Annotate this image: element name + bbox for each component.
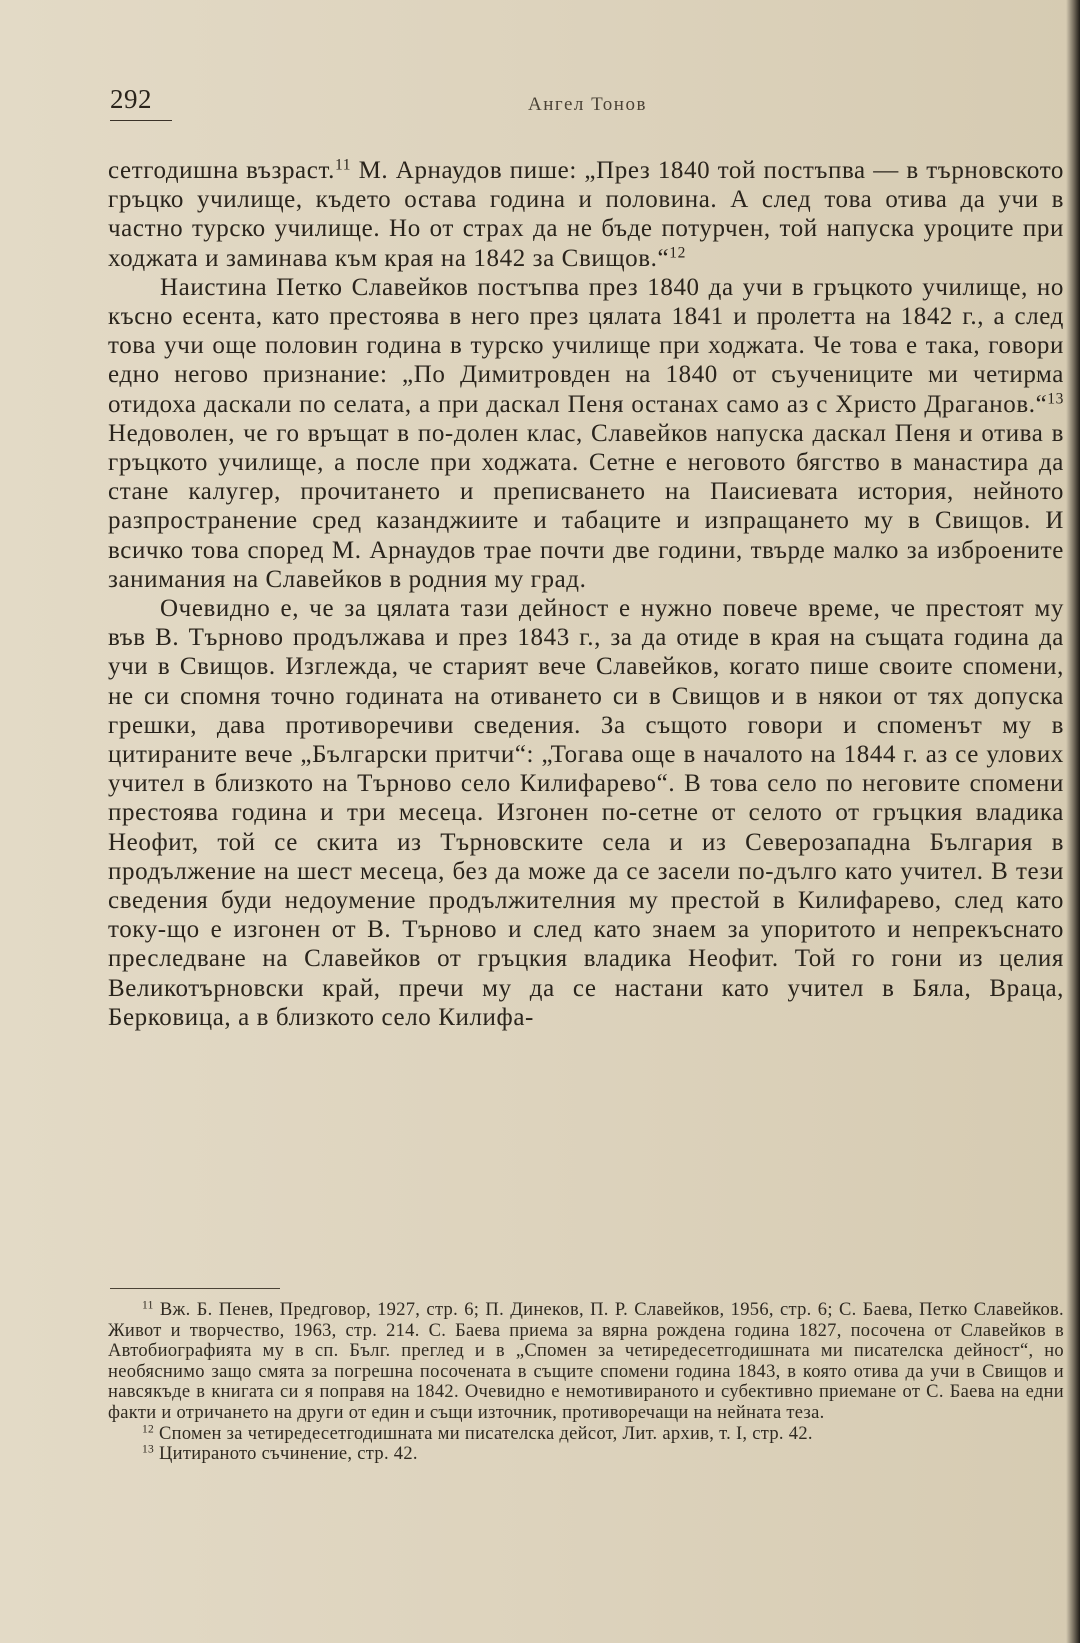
page-number-underline <box>110 120 172 121</box>
paragraph-3 <box>108 594 1064 1032</box>
paragraph-1-text-cont: М. Арнаудов пише: „През 1840 той постъпва — в търновското гръцко училище, където остава година и половина. А след това отива да учи в частно турско училище. Но от страх да не бъде потурчен, той напуска уроците при ходжата и заминава към края на 1842 за Свищов.“ <box>108 157 1064 272</box>
page-edge-shadow <box>1066 0 1080 1643</box>
footnote-separator <box>110 1288 280 1289</box>
page-header <box>110 84 1065 124</box>
footnote-11-number: 11 <box>142 1299 154 1312</box>
footnote-11-text: Вж. Б. Пенев, Предговор, 1927, стр. 6; П. Динеков, П. Р. Славейков, 1956, стр. 6; С. Баева, Петко Славейков. Живот и творчество, 1963, стр. 214. С. Баева приема за вярна рождена година 1827, посочена от Славейков в Автобиографията му в сп. Бълг. преглед и в „Спомен за четиредесетгодишната ми писателска дейност“, но необяснимо защо смята за погрешна посочената в същите спомени година 1843, в която отива да учи в Свищов и навсякъде в книгата си я поправя на 1842. Очевидно е немотивираното и субективно приемане от С. Баева на едни факти и отричането на други от един и същи източник, противоречащи на нейната теза. <box>108 1300 1064 1423</box>
paragraph-3-text: Очевидно е, че за цялата тази дейност е нужно повече време, че престоят му във В. Търново продължава и през 1843 г., за да отиде в края на същата година да учи в Свищов. Изглежда, че старият вече Славейков, когато пише своите спомени, не си спомня точно годината на отиването си в Свищов и в някои от тях допуска грешки, дава противоречиви сведения. За същото говори и споменът му в цитираните вече „Български притчи“: „Тогава още в началото на 1844 г. аз се улових учител в близкото на Търново село Килифарево“. В това село по неговите спомени престоява година и три месеца. Изгонен по-сетне от селото от гръцкия владика Неофит, той се скита из Търновските села и из Северозападна България в продължение на шест месеца, без да може да се засели по-дълго като учител. В тези сведения буди недоумение продължителния му престой в Килифарево, след като току-що е изгонен от В. Търново и след като знаем за упоритото и непрекъснато преследване на Славейков от гръцкия владика Неофит. Той го гони из целия Великотърновски край, пречи му да се настани като учител в Бяла, Враца, Берковица, а в близкото село Килифа- <box>108 595 1064 1031</box>
paragraph-1 <box>108 156 1064 273</box>
footnote-13-number: 13 <box>142 1443 155 1456</box>
footnote-ref-11: 11 <box>334 156 352 174</box>
paragraph-2-text-cont: Недоволен, че го връщат в по-долен клас, Славейков напуска даскал Пеня и отива в гръцкото училище, а после при ходжата. Сетне е неговото бягство в манастира да стане калугер, прочитането и преписването на Паисиевата история, нейното разпространение сред казанджиите и табаците и изпращането му в Свищов. И всичко това според М. Арнаудов трае почти две години, твърде малко за изброените занимания на Славейков в родния му град. <box>108 419 1064 593</box>
main-text <box>108 156 1064 1032</box>
footnote-ref-12: 12 <box>669 244 686 262</box>
footnote-13 <box>108 1444 1064 1465</box>
paragraph-2-text: Наистина Петко Славейков постъпва през 1840 да учи в гръцкото училище, но късно есента, като престоява в него през цялата 1841 и пролетта на 1842 г., а след това учи още половин година в турско училище при ходжата. Че това е така, говори едно негово признание: „По Димитровден на 1840 от съучениците ми четирма отидоха даскали по селата, а при даскал Пеня останах само аз с Христо Драганов.“ <box>108 273 1064 418</box>
footnote-12-text: Спомен за четиредесетгодишната ми писателска дейсот, Лит. архив, т. I, стр. 42. <box>154 1423 813 1444</box>
footnote-12 <box>108 1424 1064 1445</box>
footnote-12-number: 12 <box>142 1423 155 1436</box>
paragraph-1-text: сетгодишна възраст. <box>108 157 335 184</box>
footnote-ref-13: 13 <box>1047 390 1064 408</box>
running-title: Ангел Тонов <box>528 94 647 115</box>
footnotes <box>108 1300 1064 1465</box>
footnote-13-text: Цитираното съчинение, стр. 42. <box>154 1444 418 1465</box>
page-number: 292 <box>110 84 152 114</box>
paragraph-2 <box>108 273 1064 594</box>
footnote-11 <box>108 1300 1064 1424</box>
